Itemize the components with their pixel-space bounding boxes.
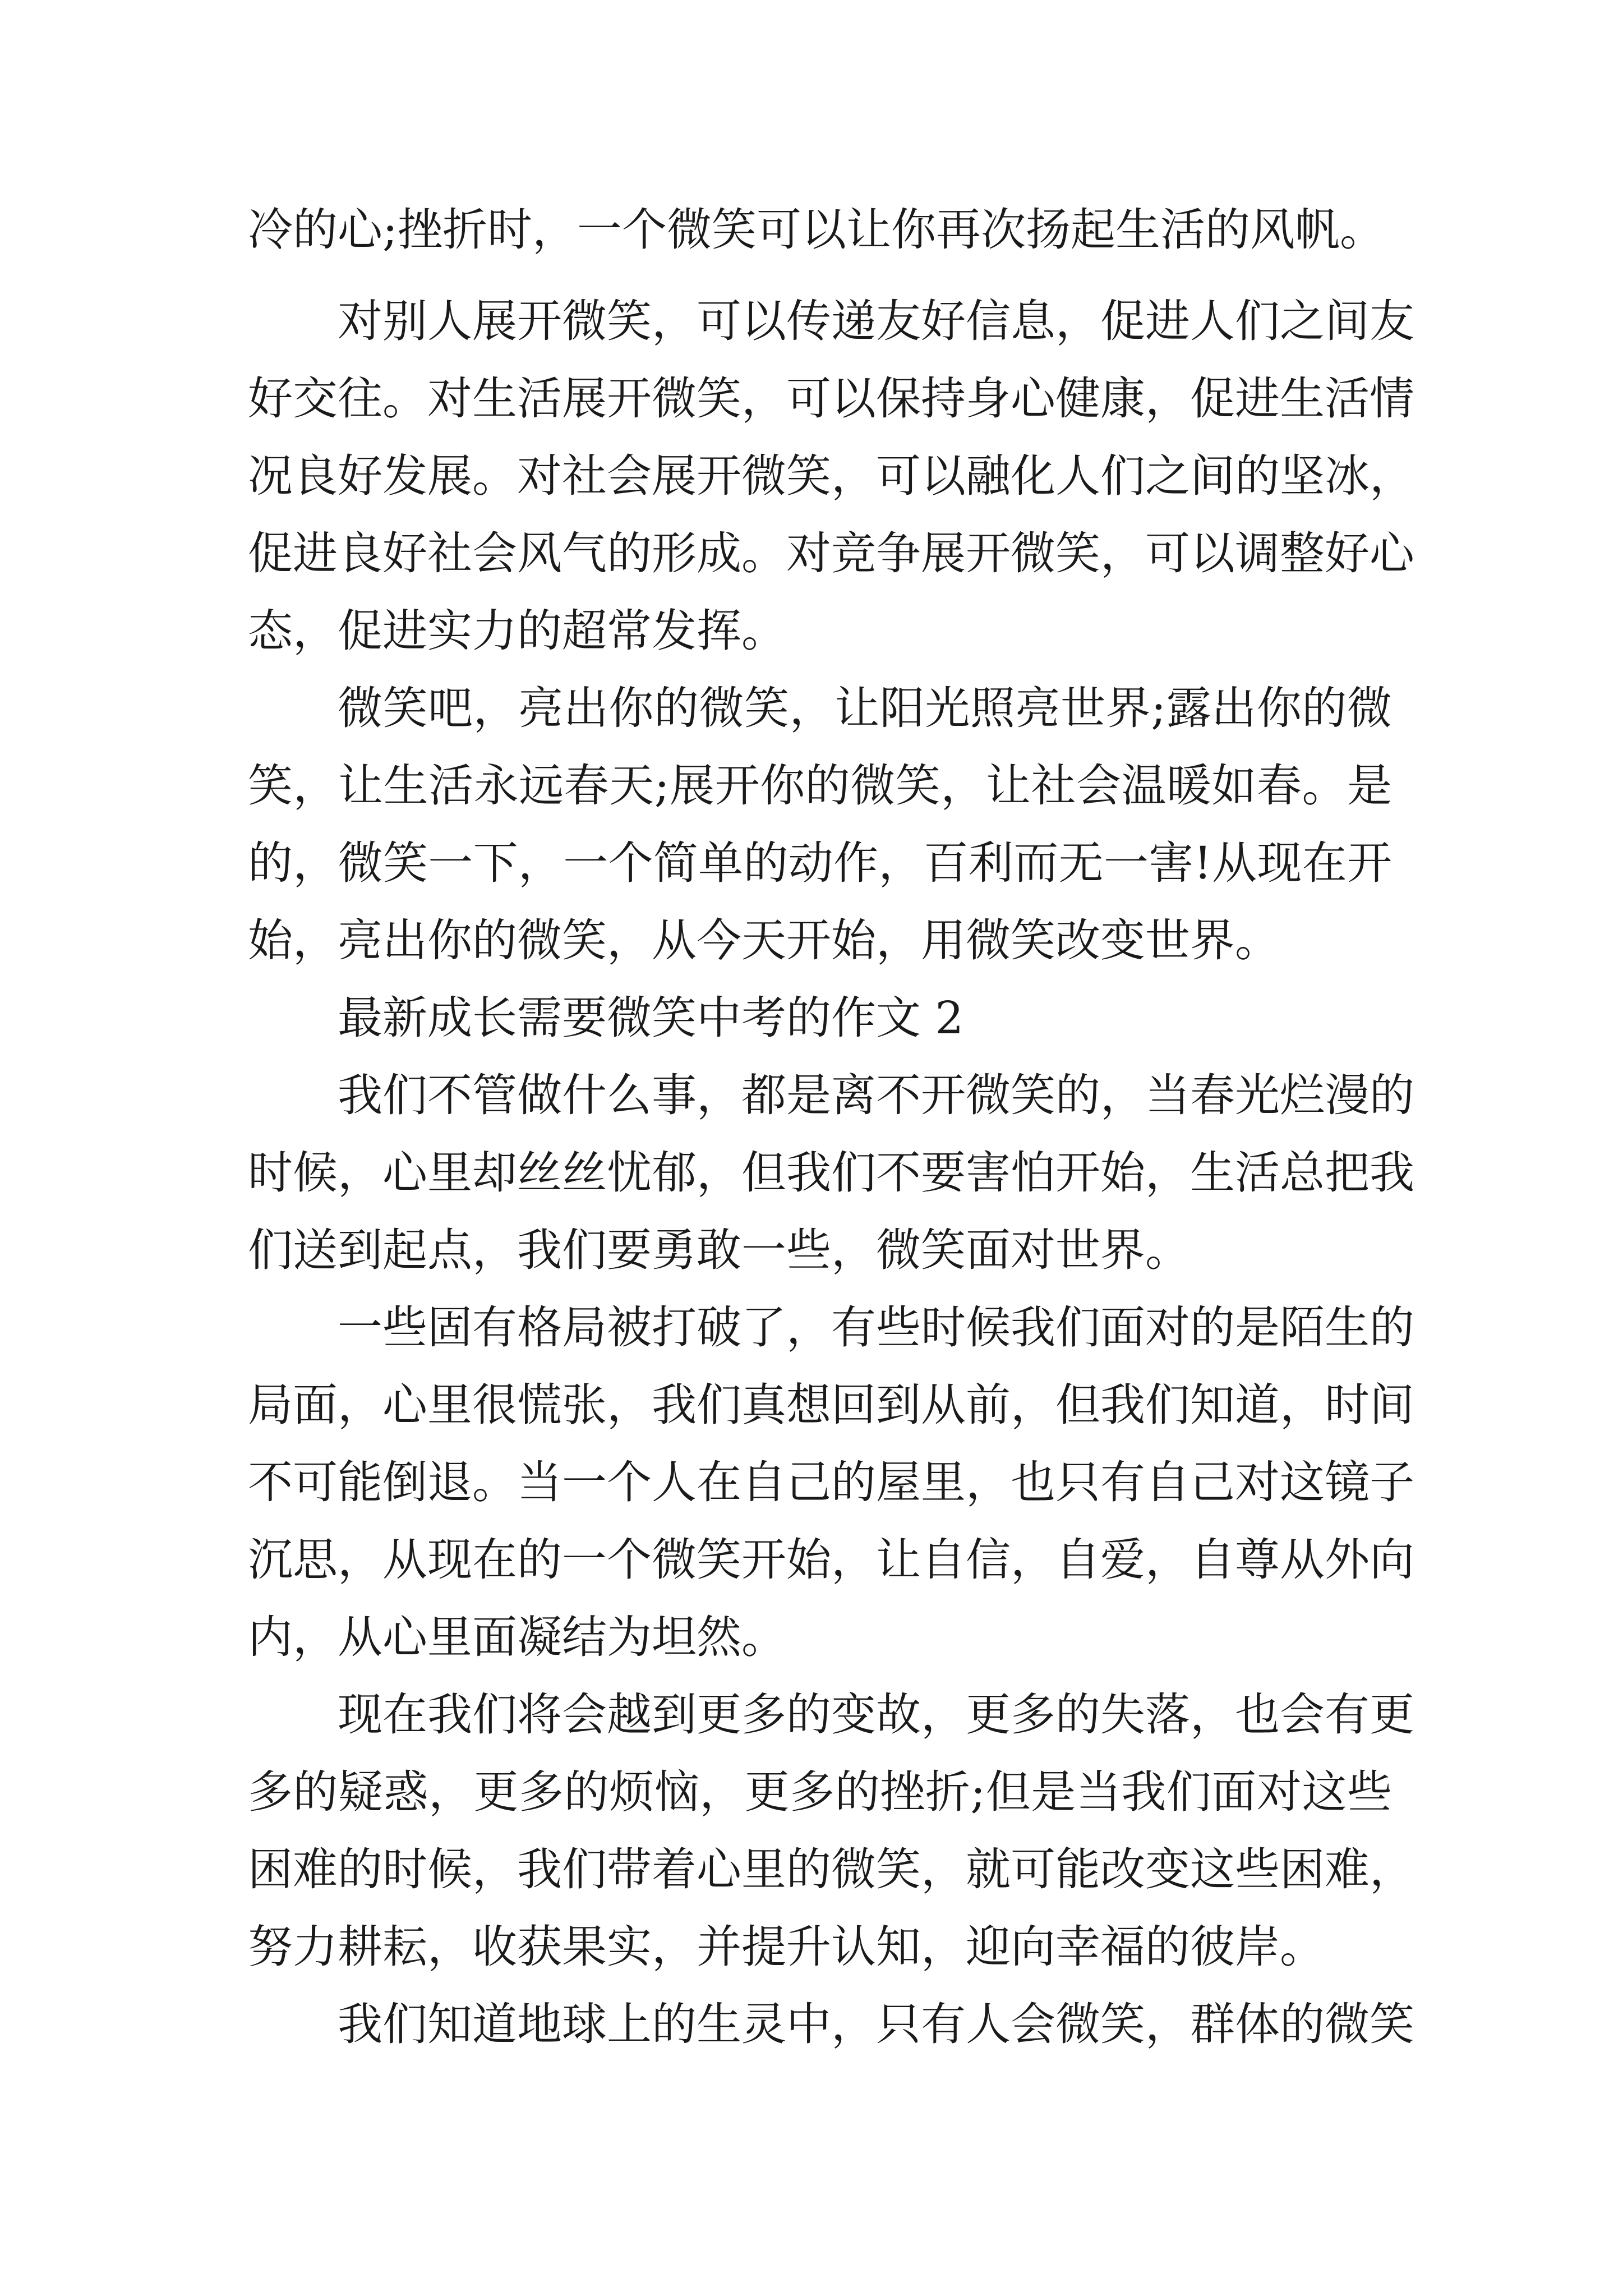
text-line: 的，微笑一下，一个简单的动作，百利而无一害!从现在开 bbox=[248, 837, 1392, 889]
paragraph-start-line: 现在我们将会越到更多的变故，更多的失落，也会有更 bbox=[338, 1688, 1414, 1741]
section-heading: 最新成长需要微笑中考的作文 2 bbox=[338, 992, 964, 1044]
text-line: 困难的时候，我们带着心里的微笑，就可能改变这些困难， bbox=[248, 1843, 1414, 1895]
text-line: 多的疑惑，更多的烦恼，更多的挫折;但是当我们面对这些 bbox=[248, 1766, 1392, 1818]
text-line: 不可能倒退。当一个人在自己的屋里，也只有自己对这镜子 bbox=[248, 1456, 1414, 1508]
paragraph-start-line: 对别人展开微笑，可以传递友好信息，促进人们之间友 bbox=[338, 295, 1414, 347]
text-line: 内，从心里面凝结为坦然。 bbox=[248, 1611, 786, 1663]
paragraph-start-line: 我们不管做什么事，都是离不开微笑的，当春光烂漫的 bbox=[338, 1069, 1414, 1121]
text-line: 况良好发展。对社会展开微笑，可以融化人们之间的坚冰， bbox=[248, 450, 1414, 502]
text-line: 们送到起点，我们要勇敢一些，微笑面对世界。 bbox=[248, 1224, 1190, 1276]
text-line: 努力耕耘，收获果实，并提升认知，迎向幸福的彼岸。 bbox=[248, 1921, 1325, 1973]
text-line: 笑，让生活永远春天;展开你的微笑，让社会温暖如春。是 bbox=[248, 760, 1392, 812]
text-line: 时候，心里却丝丝忧郁，但我们不要害怕开始，生活总把我 bbox=[248, 1147, 1414, 1199]
text-line: 态，促进实力的超常发挥。 bbox=[248, 605, 786, 657]
text-line: 局面，心里很慌张，我们真想回到从前，但我们知道，时间 bbox=[248, 1379, 1414, 1431]
paragraph-start-line: 一些固有格局被打破了，有些时候我们面对的是陌生的 bbox=[338, 1301, 1414, 1354]
text-line: 始，亮出你的微笑，从今天开始，用微笑改变世界。 bbox=[248, 914, 1280, 967]
text-line: 好交往。对生活展开微笑，可以保持身心健康，促进生活情 bbox=[248, 372, 1414, 425]
paragraph-start-line: 微笑吧，亮出你的微笑，让阳光照亮世界;露出你的微 bbox=[338, 682, 1392, 734]
text-line: 沉思，从现在的一个微笑开始，让自信，自爱，自尊从外向 bbox=[248, 1534, 1414, 1586]
text-line: 促进良好社会风气的形成。对竞争展开微笑，可以调整好心 bbox=[248, 527, 1414, 579]
paragraph-start-line: 我们知道地球上的生灵中，只有人会微笑，群体的微笑 bbox=[338, 1998, 1414, 2050]
text-line: 冷的心;挫折时，一个微笑可以让你再次扬起生活的风帆。 bbox=[248, 204, 1385, 256]
